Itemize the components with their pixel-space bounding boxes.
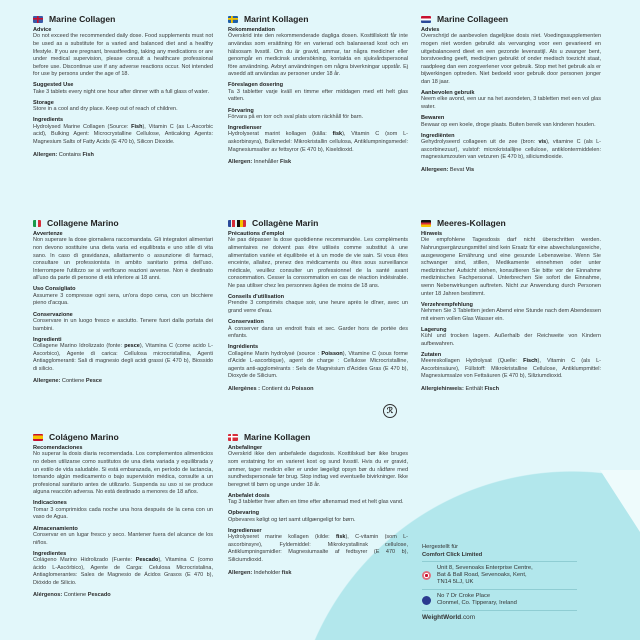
section-body: [421, 358, 601, 381]
allergen-highlight: pesce: [124, 343, 140, 350]
body-text: Do not exceed the recommended daily dose. Food supplements must not be used as a substitute for a varied and balanced diet and a healthy lifestyle. If you are pregnant, breastfeeding, taking any medications or are under medical supervision, please consult a healthcare professional before use. Discontinue use if any adverse reactions occur. Not intended for use by persons under the age of 18.: [33, 33, 213, 78]
section-body: [33, 293, 213, 308]
body-text: Kühl und trocken lagern. Außerhalb der Reichweite von Kindern aufbewahren.: [421, 333, 601, 347]
section-heading: Opbevaring: [228, 510, 260, 517]
panel-title: [228, 218, 408, 228]
frbe-flag-icon: [228, 220, 246, 227]
website-domain: .com: [461, 614, 476, 621]
section-body: [421, 308, 601, 323]
body-text: Collagene Marino Idrolizzato (fonte:: [33, 343, 125, 350]
address-line: No 7 Dr Croke Place: [437, 593, 491, 599]
title-text: Colágeno Marino: [49, 432, 119, 442]
body-text: Nehmen Sie 3 Tabletten jeden Abend eine Stunde nach dem Abendessen mit einem vollen Glas Wasser ein.: [421, 308, 601, 322]
section-body: [33, 318, 213, 333]
section-heading: Ingredienser: [228, 125, 262, 132]
section: [421, 231, 601, 298]
section: [33, 312, 213, 334]
dk-flag-icon: [228, 434, 238, 441]
section-body: [421, 33, 601, 86]
section: [228, 27, 408, 79]
section-body: [228, 114, 408, 122]
allergen-line: [33, 592, 213, 598]
section-body: [228, 237, 408, 290]
section-body: [228, 499, 408, 507]
address-line: TN14 5LJ, UK: [437, 579, 474, 585]
allergen-line: [33, 152, 213, 158]
body-text: Gehydrolyseerd collageen uit de zee (bron:: [421, 139, 539, 146]
section-heading: Conseils d'utilisation: [228, 294, 285, 301]
allergen-label: Allergen:: [33, 151, 58, 158]
section-body: [421, 333, 601, 348]
section: [228, 493, 408, 507]
allergen-value: Pescado: [87, 592, 111, 599]
title-text: Collagene Marino: [47, 218, 119, 228]
allergen-highlight: Fisch: [523, 358, 538, 365]
body-text: Non superare la dose giornaliera raccomandata. Gli integratori alimentari non devono sostituire una dieta varia ed equilibrata e uno stile di vita sano. In caso di gravidanza, allattamento o assunzione di farmaci, consultare un professionista in ambito sanitario prima dell'uso. Interrompere l'utilizzo se si verificano reazioni avverse. Non è destinato all'uso da parte di persone di età inferiore ai 18 anni.: [33, 237, 213, 282]
body-text: Ne pas dépasser la dose quotidienne recommandée. Les compléments alimentaires ne doivent pas être utilisés comme substitut à une alimentation variée et équilibrée et à un mode de vie sain. Si vous êtes enceinte, allaitez, prenez des médicaments ou êtes sous surveillance médicale, veuillez consulter un professionnel de la santé avant consommation. Cesser la consommation en cas de réaction indésirable. Ne pas utiliser chez les personnes âgées de moins de 18 ans.: [228, 237, 408, 289]
body-text: Collagène Marin hydrolysé (source :: [228, 350, 322, 357]
title-text: Marine Collagen: [49, 14, 116, 24]
allergen-value: fisk: [281, 569, 292, 576]
allergen-text: Contiene: [62, 592, 88, 599]
body-text: Neem elke avond, een uur na het avondeten, 3 tabletten met een vol glas water.: [421, 96, 601, 111]
body-text: ), Vitamina C (come acido L-Ascorbico), Agente di carica: Cellulosa microcristallina, Agenti Antiagglomeranti: Sali di magnesio degli acidi grassi (E 470 b), Biossido di silicio.: [33, 343, 213, 372]
section: [228, 108, 408, 122]
section-body: [228, 534, 408, 564]
allergen-value: Poisson: [291, 386, 314, 393]
es-flag-icon: [33, 434, 43, 441]
body-text: Överskrid inte den rekommenderade dagliga dosen. Kosttillskott får inte användas som ersättning för en varierad och balanserad kost och en hälsosam livsstil. Om du är gravid, ammar, tar några mediciner eller genomgår en medicinsk undersökning, kontakta en sjukvårdspersonal före användning. Avbryt användningen om några biverkningar uppstår. Ej avsedd att användas av personer under 18 år.: [228, 33, 408, 78]
section-heading: Anbefalet dosis: [228, 492, 270, 499]
section: [33, 445, 213, 497]
section: [33, 27, 213, 79]
allergen-line: [228, 570, 408, 576]
panel-sv: [228, 14, 408, 165]
section-heading: Förvaring: [228, 107, 254, 114]
section: [228, 231, 408, 291]
body-text: Assumere 3 compresse ogni sera, un'ora dopo cena, con un bicchiere pieno d'acqua.: [33, 292, 213, 307]
allergen-value: Vis: [465, 166, 475, 173]
panel-title: [421, 14, 601, 24]
panel-nl: [421, 14, 601, 173]
section-heading: Précautions d'emploi: [228, 231, 285, 237]
se-flag-icon: [228, 16, 238, 23]
uk-flag-icon: [33, 16, 43, 23]
section: [228, 510, 408, 524]
manufacturer-info: [422, 544, 577, 621]
section-body: [228, 300, 408, 315]
website[interactable]: [422, 614, 577, 621]
section-heading: Ingredienser: [228, 527, 262, 534]
section: [33, 337, 213, 374]
body-text: Prendre 3 comprimés chaque soir, une heure après le dîner, avec un grand verre d'eau.: [228, 300, 408, 315]
section-body: [33, 532, 213, 547]
section-body: [228, 326, 408, 341]
section: [228, 528, 408, 565]
allergen-label: Allergeen:: [421, 166, 449, 173]
body-text: Hydrolyserat marint kollagen (källa:: [228, 131, 333, 138]
ie-address: [422, 590, 577, 611]
panel-title: [228, 14, 408, 24]
title-text: Marine Collageen: [437, 14, 509, 24]
allergen-highlight: fisk: [335, 534, 346, 541]
section-body: [33, 106, 213, 114]
nl-flag-icon: [421, 16, 431, 23]
address-line: Clonmel, Co. Tipperary, Ireland: [437, 600, 517, 606]
uk-address: [422, 562, 577, 590]
section-heading: Rekommendation: [228, 27, 275, 33]
allergen-highlight: Pescado: [135, 557, 159, 564]
section: [421, 27, 601, 87]
body-text: Die empfohlene Tagesdosis darf nicht überschritten werden. Nahrungsergänzungsmittel sind kein Ersatz für eine abwechslungsreiche, ausgewogene Ernährung und eine gesunde Lebensweise. Wenn Sie schwanger sind, stillen, Medikamente einnehmen oder unter medizinischer Aufsicht stehen, konsultieren Sie bitte vor der Einnahme medizinisches Fachpersonal. Unterbrechen Sie sofort die Einnahme, wenn Nebenwirkungen auftreten. Nicht zur Anwendung durch Personen unter 18 Jahren bestimmt.: [421, 237, 601, 297]
section: [228, 82, 408, 104]
body-text: ), Vitamin C (as L-Ascorbic acid), Bulking Agent: Microcrystalline Cellulose, Anticaking Agents: Magnesium Salts of Fatty Acids (E 470 b), Silicon Dioxide.: [33, 123, 213, 146]
allergen-highlight: fisk: [332, 131, 343, 138]
panel-en: [33, 14, 213, 158]
body-text: ), Vitamina C (como ácido L-Ascórbico), Agente de Carga: Celulosa Microcristalina, Antiaglomerantes: Sales de Magnesio de Ácidos Grasos (E 470 b), Dióxido de Silicio.: [33, 557, 213, 586]
body-text: Overschrijd de aanbevolen dagelijkse dosis niet. Voedingssupplementen mogen niet worden gebruikt als vervanging voor een gevarieerd en uitgebalanceerd dieet en een gezonde levensstijl. Als u zwanger bent, borstvoeding geeft, medicijnen gebruikt of onder medisch toezicht staat, raadpleeg dan een zorgverlener voor gebruik. Stop met het gebruik als er bijwerkingen optreden. Niet bedoeld voor gebruik door personen jonger dan 18 jaar.: [421, 33, 601, 85]
section: [33, 117, 213, 146]
body-text: Colágeno Marino Hidrolizado (Fuente:: [33, 557, 136, 564]
title-text: Meeres-Kollagen: [437, 218, 506, 228]
section-body: [228, 351, 408, 381]
section-body: [421, 139, 601, 162]
section: [33, 100, 213, 114]
allergen-line: [421, 386, 601, 392]
section-heading: Ingrediënten: [421, 132, 455, 139]
section-heading: Avvertenze: [33, 231, 63, 237]
it-flag-icon: [33, 220, 41, 227]
section-heading: Bewaren: [421, 115, 445, 122]
section-body: [228, 89, 408, 104]
body-text: Store in a cool and dry place. Keep out of reach of children.: [33, 106, 178, 113]
body-text: Förvara på en torr och sval plats utom räckhåll för barn.: [228, 113, 364, 120]
body-text: Hydrolyseret marine kollagen (kilde:: [228, 534, 336, 541]
section-heading: Conservation: [228, 319, 264, 326]
background-wedge: [596, 470, 640, 532]
body-text: ), Vitamin C (som L-askorbinsyra), Bulkmedel: Mikrokristallin cellulosa, Antiklumpningsmedel: Magnesiumsalter av fettsyror (E 470 b), Kiseldioxid.: [228, 131, 408, 153]
body-text: ), vitamine C (als L-ascorbinezuur), vulstof: microkristallijne cellulose, antiklontermiddelen: magnesiumzouten van vetzuren (E 470 b), siliciumdioxide.: [421, 139, 601, 161]
allergen-highlight: vis: [538, 139, 547, 146]
section: [228, 294, 408, 316]
allergen-label: Allergene:: [33, 378, 61, 385]
body-text: Bewaar op een koele, droge plaats. Buiten bereik van kinderen houden.: [421, 121, 596, 128]
body-text: Conservare in un luogo fresco e asciutto. Tenere fuori dalla portata dei bambini.: [33, 317, 213, 332]
allergen-label: Alérgenos:: [33, 592, 63, 599]
section: [228, 344, 408, 381]
address-line: Unit 8, Sevenoaks Enterprise Centre,: [437, 565, 533, 571]
section-heading: Storage: [33, 99, 54, 106]
section-body: [228, 33, 408, 79]
body-text: Conservar en un lugar fresco y seco. Mantener fuera del alcance de los niños.: [33, 531, 213, 546]
section: [33, 231, 213, 283]
section-heading: Indicaciones: [33, 500, 67, 507]
section-body: [33, 33, 213, 79]
address-line: Bat & Ball Road, Sevenoaks, Kent,: [437, 572, 527, 578]
section: [228, 125, 408, 154]
allergen-label: Allergen:: [228, 159, 253, 166]
section: [421, 302, 601, 324]
section-heading: Ingredienti: [33, 336, 62, 343]
section-heading: Lagerung: [421, 326, 447, 333]
panel-da: [228, 432, 408, 576]
section-body: [421, 237, 601, 298]
made-for-label: Hergestellt für: [422, 544, 459, 550]
body-text: Hydrolysed Marine Collagen (Source:: [33, 123, 132, 130]
section-heading: Advice: [33, 27, 52, 33]
section-heading: Almacenamiento: [33, 525, 78, 532]
section-heading: Uso Consigliato: [33, 286, 76, 293]
section-heading: Verzehrempfehlung: [421, 301, 473, 308]
uk-flag-icon: [422, 571, 431, 580]
section: [228, 445, 408, 489]
allergen-label: Allergen:: [228, 569, 253, 576]
section-heading: Ingredients: [33, 117, 64, 124]
panel-title: [33, 14, 213, 24]
section-body: [421, 122, 601, 130]
allergen-text: Enthält: [463, 386, 485, 393]
allergen-value: Fisk: [279, 159, 292, 166]
allergen-label: Allergènes :: [228, 386, 261, 393]
panel-de: [421, 218, 601, 392]
body-text: ), C-vitamin (som L-ascorbinsyre), Fyldemiddel: Mikrokrystallinsk cellulose, Antiklumpningsmidler: Magnesiumsalte af fedtsyrer (E 470 b), Siliciumdioxid.: [228, 534, 408, 564]
allergen-line: [421, 167, 601, 173]
body-text: À conserver dans un endroit frais et sec. Garder hors de portée des enfants.: [228, 325, 408, 340]
section: [421, 133, 601, 162]
section: [421, 352, 601, 381]
section-heading: Aanbevolen gebruik: [421, 90, 475, 97]
section: [33, 500, 213, 522]
section: [228, 319, 408, 341]
body-text: Meereskollagen Hydrolysat (Quelle:: [421, 358, 524, 365]
title-text: Marint Kollagen: [244, 14, 309, 24]
section-heading: Anbefalinger: [228, 445, 263, 451]
body-text: Take 3 tablets every night one hour after dinner with a full glass of water.: [33, 88, 210, 95]
allergen-text: Bevat: [448, 166, 466, 173]
section-body: [228, 517, 408, 525]
section: [33, 286, 213, 308]
body-text: ), Vitamin C (als L-Ascorbinsäure), Füllstoff: Mikrokristalline Cellulose, Antiklumpmittel: Magnesiumsalze von Fettsäuren (E 470 b), Siliziumdioxid.: [421, 358, 602, 380]
body-text: No superar la dosis diaria recomendada. Los complementos alimenticios no deben utilizarse como sustitutos de una dieta variada y equilibrada y un estilo de vida saludable. Si está embarazada, en período de lactancia, tomando algún medicamento o bajo supervisión médica, consulte a un profesional sanitario antes de utilizarlo. Suspenda su uso si se produce alguna reacción adversa. No está destinado a menores de 18 años.: [33, 451, 213, 496]
allergen-text: Contient du: [260, 386, 292, 393]
allergen-highlight: Fish: [131, 123, 143, 130]
panel-es: [33, 432, 213, 598]
allergen-highlight: Poisson: [321, 350, 343, 357]
allergen-value: Pesce: [85, 378, 103, 385]
body-text: Overskrid ikke den anbefalede dagsdosis. Kosttilskud bør ikke bruges som erstatning for en varieret kost og sund livsstil. Hvis du er gravid, ammer, tager medicin eller er under lægeligt opsyn bør du rådføre med sundhedspersonale før brug. Stop indtag ved eventuelle bivirkninger. Ikke beregnet til børn og unge under 18 år.: [228, 451, 408, 488]
body-text: Opbevares køligt og tørt samt utilgængeligt for børn.: [228, 516, 356, 523]
allergen-line: [228, 386, 408, 392]
section: [421, 115, 601, 129]
section-heading: Ingredientes: [33, 550, 67, 557]
section-body: [228, 131, 408, 154]
section-body: [33, 343, 213, 373]
panel-title: [228, 432, 408, 442]
body-text: Tag 3 tabletter hver aften en time efter aftensmad med et helt glas vand.: [228, 499, 404, 506]
section-body: [228, 451, 408, 489]
section: [421, 90, 601, 112]
title-text: Marine Kollagen: [244, 432, 311, 442]
allergen-text: Contains: [57, 151, 83, 158]
panel-title: [33, 432, 213, 442]
section-heading: Ingrédients: [228, 344, 259, 351]
section-heading: Zutaten: [421, 351, 442, 358]
body-text: ), Vitamine C (sous forme d'Acide L-ascorbique), agent de charge : Cellulose Microcristalline, agents anti-agglomérants : Sels de Magnésium d'Acides Gras (E 470 b), Dioxyde de Silicium.: [228, 350, 408, 380]
allergen-text: Contiene: [60, 378, 86, 385]
eu-flag-icon: [422, 596, 431, 605]
body-text: Ta 3 tabletter varje kväll en timme efter middagen med ett helt glas vatten.: [228, 88, 408, 103]
allergen-text: Indeholder: [252, 569, 282, 576]
section-body: [33, 89, 213, 97]
section-body: [33, 124, 213, 147]
section-body: [33, 451, 213, 497]
section: [33, 551, 213, 588]
section-heading: Conservazione: [33, 311, 73, 318]
allergen-text: Innehåller: [252, 159, 280, 166]
de-flag-icon: [421, 220, 431, 227]
allergen-label: Allergiehinweis:: [421, 386, 464, 393]
section-body: [421, 96, 601, 111]
section-heading: Hinweis: [421, 231, 443, 237]
section-heading: Suggested Use: [33, 82, 74, 89]
body-text: Tomar 3 comprimidos cada noche una hora después de la cena con un vaso de Agua.: [33, 506, 213, 521]
allergen-value: Fish: [82, 151, 94, 158]
section: [33, 526, 213, 548]
website-brand: WeightWorld: [422, 614, 462, 621]
section-heading: Recomendaciones: [33, 445, 83, 451]
section: [33, 82, 213, 96]
allergen-line: [33, 378, 213, 384]
section-body: [33, 237, 213, 283]
section-body: [33, 557, 213, 587]
allergen-line: [228, 159, 408, 165]
section: [421, 327, 601, 349]
section-heading: Advies: [421, 27, 440, 33]
company-name: Comfort Click Limited: [422, 551, 577, 562]
title-text: Collagène Marin: [252, 218, 319, 228]
panel-it: [33, 218, 213, 384]
allergen-value: Fisch: [484, 386, 500, 393]
section-body: [33, 507, 213, 522]
panel-title: [33, 218, 213, 228]
section-heading: Föreslagen dosering: [228, 82, 284, 89]
recycling-logo-icon: ℛ: [383, 404, 397, 418]
panel-title: [421, 218, 601, 228]
panel-fr: [228, 218, 408, 392]
